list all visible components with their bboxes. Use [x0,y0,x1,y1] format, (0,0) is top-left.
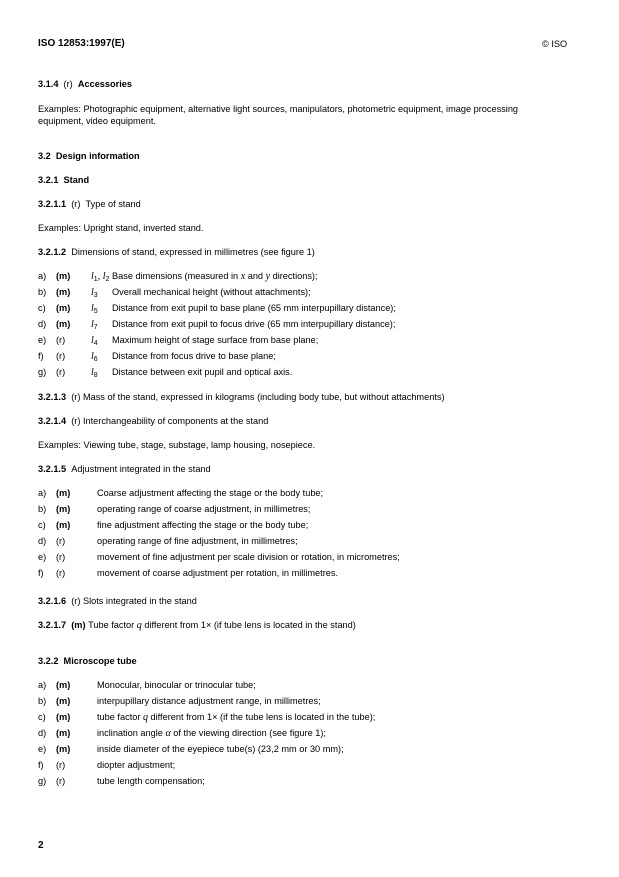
section-title: Accessories [77,79,132,89]
list-letter: b) [38,287,47,297]
requirement-tag: (m) [56,287,71,297]
requirement-tag: (r) [56,552,66,562]
list-text: Distance from focus drive to base plane; [112,351,276,361]
section-text: Adjustment integrated in the stand [71,464,211,474]
section-number: 3.2.1 [38,175,59,185]
section-text: Tube factor [88,620,137,630]
list-text: Distance from exit pupil to focus drive (65 mm interpupillary distance); [112,319,396,329]
requirement-tag: (m) [56,271,71,281]
heading-3-2-1-5 [38,464,211,474]
list-letter: b) [38,696,47,706]
requirement-tag: (m) [71,620,86,630]
list-text: fine adjustment affecting the stage or the body tube; [97,520,309,530]
section-number: 3.2.1.5 [38,464,67,474]
requirement-tag: (m) [56,744,71,754]
heading-3-1-4 [38,79,132,89]
section-title: Type of stand [85,199,141,209]
heading-3-2-1-7 [38,620,356,631]
examples-stand-type: Examples: Upright stand, inverted stand. [38,223,204,233]
list-letter: g) [38,776,47,786]
list-text: movement of fine adjustment per scale division or rotation, in micrometres; [97,552,400,562]
requirement-tag: (m) [56,504,71,514]
section-title: Dimensions of stand [71,247,155,257]
requirement-tag: (r) [56,776,66,786]
list-text: movement of coarse adjustment per rotation, in millimetres. [97,568,339,578]
requirement-tag: (m) [56,712,71,722]
list-letter: c) [38,520,46,530]
heading-3-2-1 [38,175,89,185]
requirement-tag: (m) [56,696,71,706]
heading-3-2-2 [38,656,137,666]
list-text: inside diameter of the eyepiece tube(s) (23,2 mm or 30 mm); [97,744,344,754]
list-text: operating range of fine adjustment, in millimetres; [97,536,298,546]
section-number: 3.2.1.6 [38,596,67,606]
list-letter: a) [38,488,47,498]
requirement-tag: (r) [56,568,66,578]
list-text: Distance from exit pupil to base plane (65 mm interpupillary distance); [112,303,396,313]
examples-accessories: Examples: Photographic equipment, alternative light sources, manipulators, photometric equipment, image processing equipment, video equipment. [38,104,519,126]
symbol: $l_1$, $l_2$ [91,271,110,283]
list-letter: a) [38,271,47,281]
section-number: 3.2.1.4 [38,416,67,426]
list-letter: e) [38,744,47,754]
list-letter: g) [38,367,47,377]
list-letter: e) [38,552,47,562]
section-title: Design information [55,151,140,161]
list-letter: e) [38,335,47,345]
requirement-tag: (m) [56,303,71,313]
copyright-notice: © ISO [542,39,568,49]
section-text: (r) Interchangeability of components at the stand [71,416,269,426]
requirement-tag: (m) [56,520,71,530]
symbol: $l_4$ [91,335,98,347]
section-text: (r) Slots integrated in the stand [71,596,197,606]
list-letter: f) [38,351,44,361]
list-text: Coarse adjustment affecting the stage or the body tube; [97,488,324,498]
document-id: ISO 12853:1997(E) [38,38,125,49]
list-letter: d) [38,319,47,329]
section-number: 3.1.4 [38,79,59,89]
page-number: 2 [38,840,44,851]
list-text: tube factor q different from 1× (if the tube lens is located in the tube); [97,712,376,723]
section-number: 3.2.1.7 [38,620,67,630]
requirement-tag: (m) [56,680,71,690]
section-number: 3.2.1.3 [38,392,67,402]
list-letter: d) [38,536,47,546]
requirement-tag: (m) [56,728,71,738]
requirement-tag: (m) [56,488,71,498]
heading-3-2-1-1 [38,199,141,209]
requirement-tag: (r) [56,351,66,361]
heading-3-2 [38,151,140,161]
list-text: diopter adjustment; [97,760,176,770]
symbol: $l_7$ [91,319,98,331]
list-text: Distance between exit pupil and optical axis. [112,367,293,377]
requirement-tag: (r) [63,79,73,89]
section-title-suffix: , expressed in millimetres (see figure 1) [154,247,315,257]
examples-interchangeability: Examples: Viewing tube, stage, substage, lamp housing, nosepiece. [38,440,316,450]
requirement-tag: (r) [56,760,66,770]
requirement-tag: (r) [71,199,81,209]
list-letter: c) [38,303,46,313]
list-letter: f) [38,760,44,770]
symbol: $l_5$ [91,303,98,315]
heading-3-2-1-3 [38,392,445,402]
list-text: interpupillary distance adjustment range, in millimetres; [97,696,321,706]
list-letter: b) [38,504,47,514]
heading-3-2-1-6 [38,596,197,606]
section-number: 3.2.1.2 [38,247,67,257]
symbol: $l_8$ [91,367,98,379]
symbol: q [136,620,142,631]
list-text: Base dimensions (measured in x and y directions); [112,271,318,282]
section-text-tail: different from 1× (if tube lens is located in the stand) [141,620,356,630]
list-text: Maximum height of stage surface from base plane; [112,335,319,345]
list-text: Monocular, binocular or trinocular tube; [97,680,256,690]
list-text: inclination angle α of the viewing direction (see figure 1); [97,728,326,739]
section-title: Stand [63,175,90,185]
requirement-tag: (m) [56,319,71,329]
heading-3-2-1-2 [38,247,315,257]
section-text: (r) Mass of the stand, expressed in kilograms (including body tube, but without attachments) [71,392,445,402]
list-letter: f) [38,568,44,578]
requirement-tag: (r) [56,367,66,377]
section-title: Microscope tube [63,656,137,666]
list-letter: d) [38,728,47,738]
section-number: 3.2.2 [38,656,59,666]
list-text: operating range of coarse adjustment, in millimetres; [97,504,311,514]
list-text: tube length compensation; [97,776,205,786]
heading-3-2-1-4 [38,416,268,426]
list-text: Overall mechanical height (without attachments); [112,287,311,297]
requirement-tag: (r) [56,335,66,345]
requirement-tag: (r) [56,536,66,546]
section-number: 3.2.1.1 [38,199,67,209]
list-letter: a) [38,680,47,690]
section-number: 3.2 [38,151,51,161]
symbol: $l_6$ [91,351,98,363]
symbol: $l_3$ [91,287,98,299]
list-letter: c) [38,712,46,722]
